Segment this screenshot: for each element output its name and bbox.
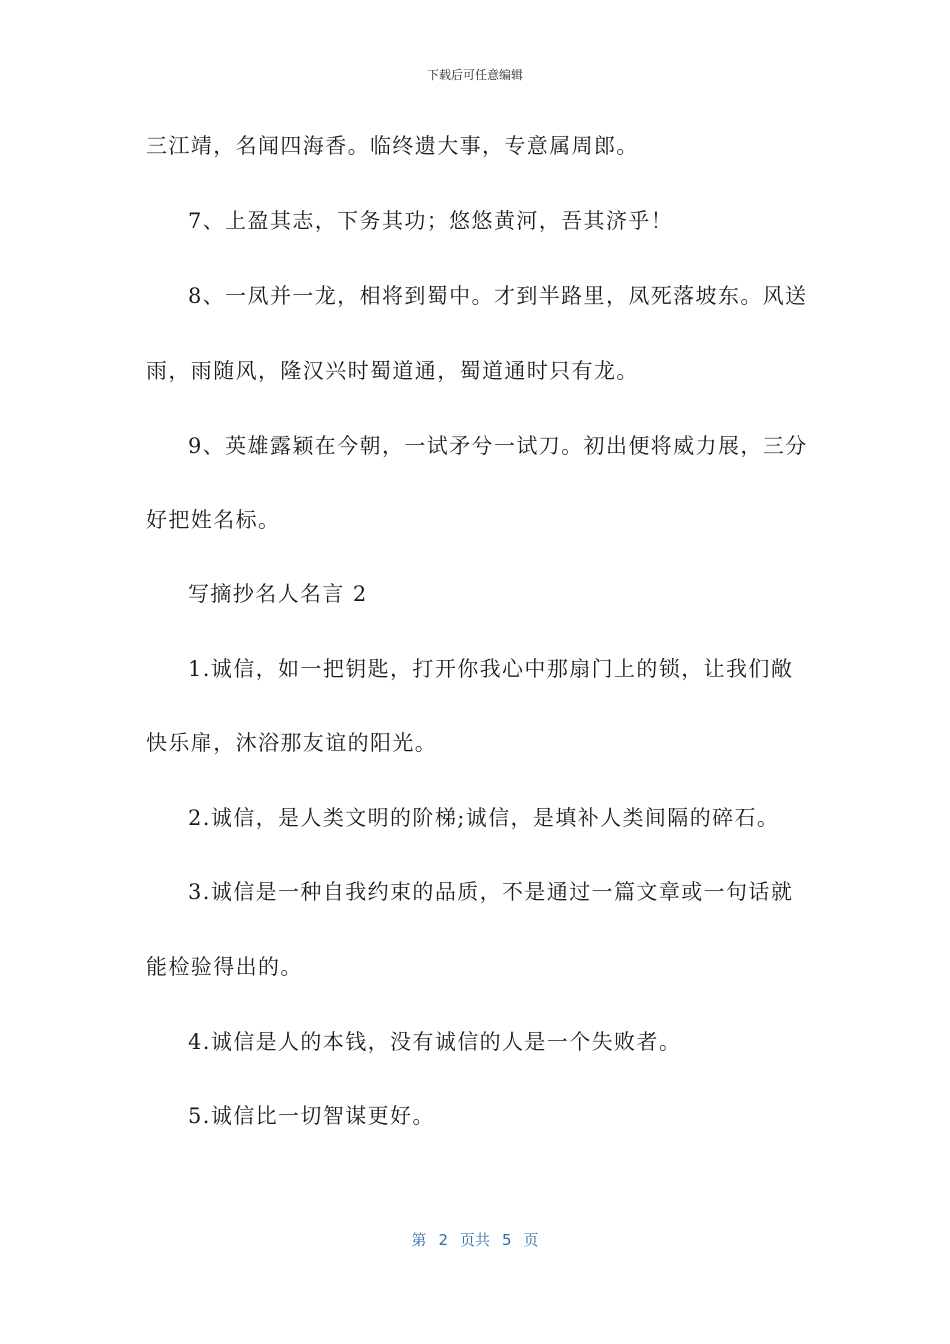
paragraph-line: 7、上盈其志，下务其功；悠悠黄河，吾其济乎！ <box>188 209 674 233</box>
paragraph-line: 雨，雨随风，隆汉兴时蜀道通，蜀道通时只有龙。 <box>146 359 639 383</box>
paragraph-line: 4.诚信是人的本钱，没有诚信的人是一个失败者。 <box>188 1030 682 1054</box>
footer-page-number: 2 <box>438 1231 448 1249</box>
paragraph-line: 2.诚信，是人类文明的阶梯;诚信，是填补人类间隔的碎石。 <box>188 806 780 830</box>
section-heading: 写摘抄名人名言 2 <box>188 582 368 606</box>
paragraph-line: 3.诚信是一种自我约束的品质，不是通过一篇文章或一句话就 <box>188 880 794 904</box>
paragraph-line: 快乐扉，沐浴那友谊的阳光。 <box>146 731 438 755</box>
page-footer <box>0 1229 950 1250</box>
footer-middle: 页共 <box>459 1231 490 1249</box>
footer-total-pages: 5 <box>502 1231 512 1249</box>
paragraph-line: 9、英雄露颖在今朝，一试矛兮一试刀。初出便将威力展，三分 <box>188 434 808 458</box>
paragraph-line: 好把姓名标。 <box>146 508 281 532</box>
paragraph-line: 1.诚信，如一把钥匙，打开你我心中那扇门上的锁，让我们敞 <box>188 657 794 681</box>
paragraph-line: 8、一凤并一龙，相将到蜀中。才到半路里，凤死落坡东。风送 <box>188 284 808 308</box>
footer-prefix: 第 <box>411 1231 427 1249</box>
paragraph-line: 5.诚信比一切智谋更好。 <box>188 1104 435 1128</box>
paragraph-line: 能检验得出的。 <box>146 955 303 979</box>
page-header: 下载后可任意编辑 <box>426 68 523 82</box>
paragraph-line: 三江靖，名闻四海香。临终遗大事，专意属周郎。 <box>146 134 639 158</box>
footer-suffix: 页 <box>523 1231 539 1249</box>
